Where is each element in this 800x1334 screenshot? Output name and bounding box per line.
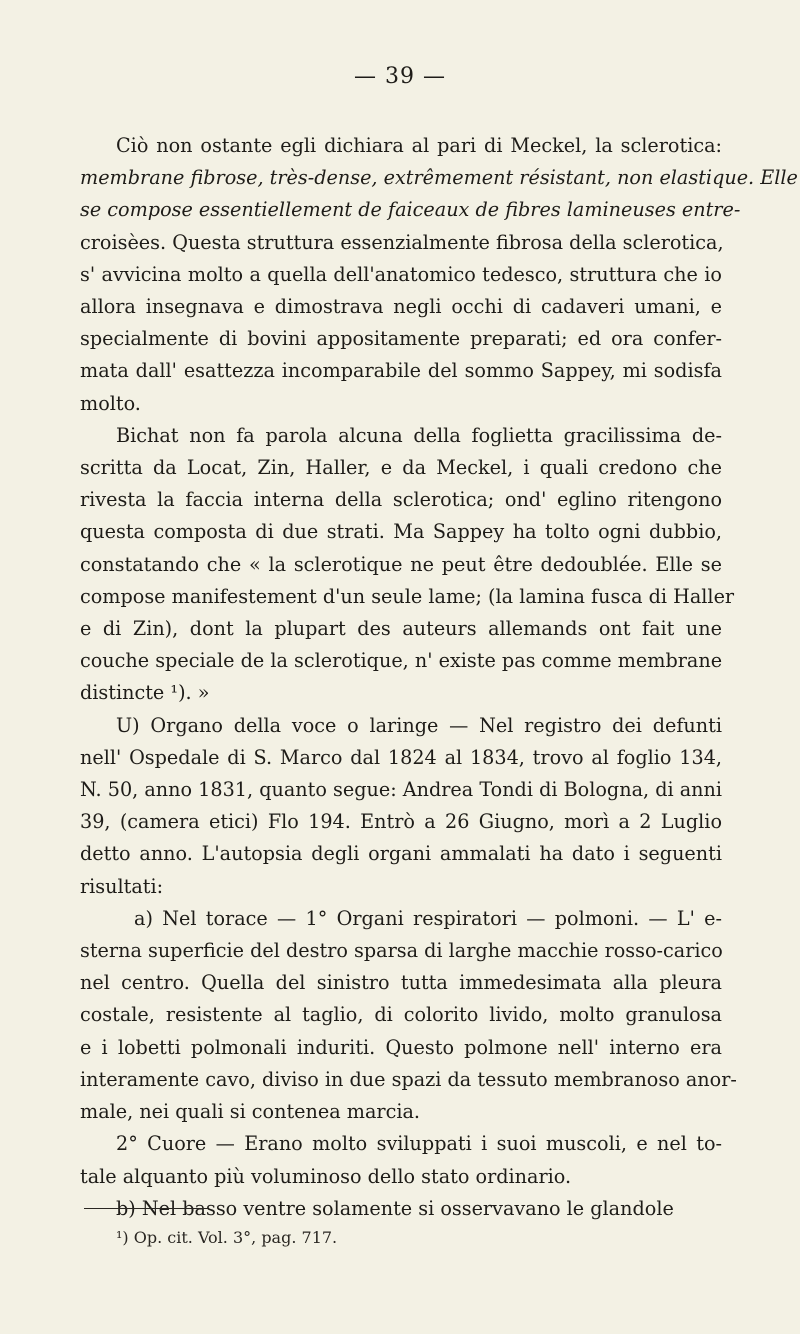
text-line: constatando che « la sclerotique ne peut être dedoublée. Elle se <box>80 552 722 576</box>
text-line: croisèes. Questa struttura essenzialmente fibrosa della sclerotica, <box>80 230 724 254</box>
text-line: membrane fibrose, très-dense, extrêmement résistant, non elastique. Elle <box>80 166 798 190</box>
text-line: compose manifestement d'un seule lame; (la lamina fusca di Haller <box>80 584 735 608</box>
text-line: distincte ¹). » <box>80 681 210 705</box>
text-line: specialmente di bovini appositamente preparati; ed ora confer- <box>80 327 722 351</box>
text-line: e i lobetti polmonali induriti. Questo polmone nell' interno era <box>80 1035 722 1059</box>
text-line: Bichat non fa parola alcuna della foglietta gracilissima de- <box>116 423 722 447</box>
footnote: ¹) Op. cit. Vol. 3°, pag. 717. <box>116 1228 338 1247</box>
text-line: sterna superficie del destro sparsa di larghe macchie rosso-carico <box>80 939 723 963</box>
page-number: — 39 — <box>354 64 446 89</box>
body-text <box>80 130 798 1225</box>
section-heading-line: U) Organo della voce o laringe — Nel registro dei defunti <box>116 713 722 737</box>
text-line: detto anno. L'autopsia degli organi ammalati ha dato i seguenti <box>80 842 722 866</box>
text-line: male, nei quali si contenea marcia. <box>80 1100 421 1124</box>
text-line: costale, resistente al taglio, di colorito livido, molto granulosa <box>80 1003 722 1027</box>
text-line: risultati: <box>80 874 164 898</box>
text-line: questa composta di due strati. Ma Sappey ha tolto ogni dubbio, <box>80 520 722 544</box>
text-line: Ciò non ostante egli dichiara al pari di Meckel, la sclerotica: <box>116 134 722 157</box>
text-line: molto. <box>80 391 141 415</box>
text-line: b) Nel basso ventre solamente si osservavano le glandole <box>116 1196 674 1220</box>
text-line: s' avvicina molto a quella dell'anatomico tedesco, struttura che io <box>80 262 722 286</box>
footnote-divider <box>84 1208 208 1209</box>
text-line: a) Nel torace — 1° Organi respiratori — polmoni. — L' e- <box>134 906 722 930</box>
text-line: allora insegnava e dimostrava negli occhi di cadaveri umani, e <box>80 295 722 319</box>
text-line: couche speciale de la sclerotique, n' existe pas comme membrane <box>80 649 723 673</box>
text-line: e di Zin), dont la plupart des auteurs allemands ont fait une <box>80 617 722 641</box>
text-line: nel centro. Quella del sinistro tutta immedesimata alla pleura <box>80 971 722 995</box>
text-line: scritta da Locat, Zin, Haller, e da Meckel, i quali credono che <box>80 456 722 480</box>
text-line: mata dall' esattezza incomparabile del sommo Sappey, mi sodisfa <box>80 359 722 383</box>
text-line: rivesta la faccia interna della sclerotica; ond' eglino ritengono <box>80 488 722 512</box>
text-line: se compose essentiellement de faiceaux de fibres lamineuses entre- <box>80 198 741 222</box>
text-line: 39, (camera etici) Flo 194. Entrò a 26 Giugno, morì a 2 Luglio <box>80 810 722 834</box>
text-line: 2° Cuore — Erano molto sviluppati i suoi muscoli, e nel to- <box>116 1132 722 1156</box>
text-line: tale alquanto più voluminoso dello stato ordinario. <box>80 1164 572 1188</box>
text-line: interamente cavo, diviso in due spazi da tessuto membranoso anor- <box>80 1067 737 1091</box>
text-line: N. 50, anno 1831, quanto segue: Andrea Tondi di Bologna, di anni <box>80 778 723 802</box>
text-line: nell' Ospedale di S. Marco dal 1824 al 1834, trovo al foglio 134, <box>80 745 722 769</box>
